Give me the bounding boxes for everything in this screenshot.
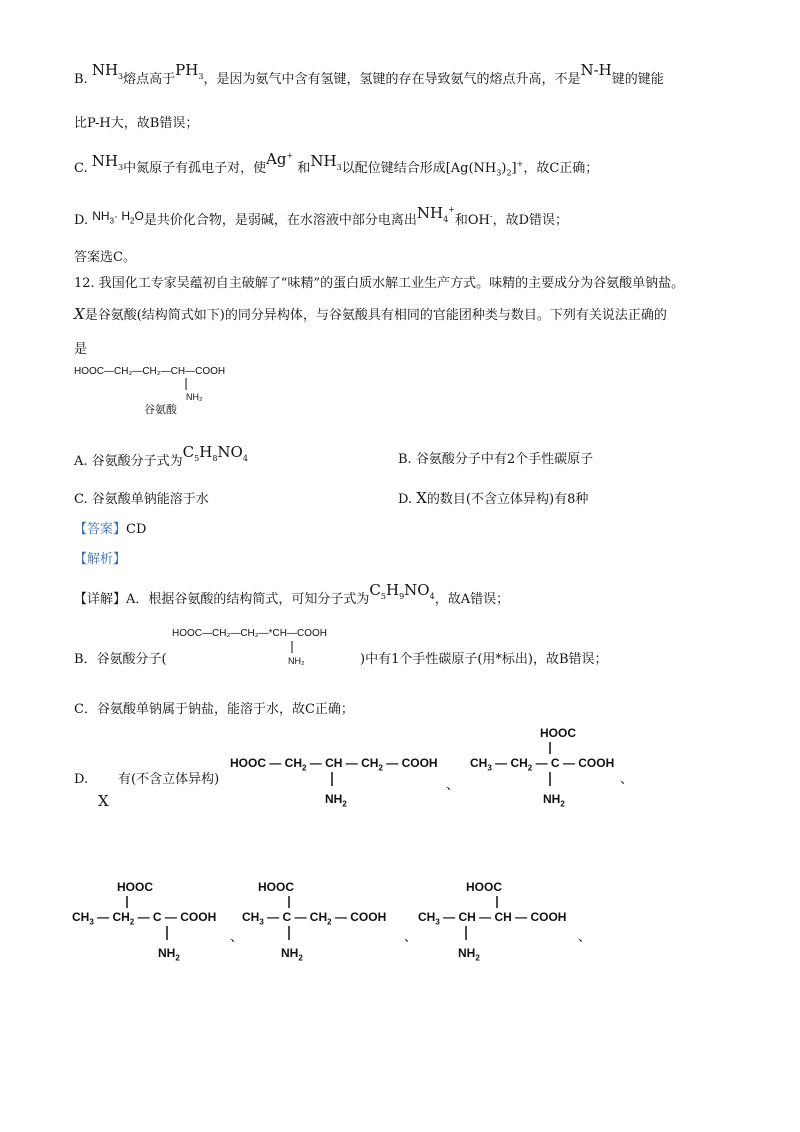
- sep-2: 、: [620, 772, 634, 787]
- q12-line2: X是谷氨酸(结构简式如下)的同分异构体，与谷氨酸具有相同的官能团种类与数目。下列有关说法正确的: [74, 305, 667, 323]
- isomer-4: $CH_3$ — C — $CH_2$ — COOH: [242, 910, 387, 927]
- isomer-3-bond-bottom: [165, 926, 169, 942]
- option-d-prev: D. $NH_3\cdot H_2O$是共价化合物，是弱碱，在水溶液中部分电离出$NH_4^+$和OH-，故D错误；: [74, 204, 568, 228]
- sep-1: 、: [446, 778, 460, 793]
- q12-line1: 12. 我国化工专家吴蕴初自主破解了“味精”的蛋白质水解工业生产方式。味精的主要成分为谷氨酸单钠盐。: [74, 276, 685, 291]
- isomer-2-bond-top: [548, 742, 552, 756]
- detail-b-nh2: NH₂: [288, 656, 305, 666]
- q12-line3: 是: [74, 342, 88, 357]
- option-c: C. 谷氨酸单钠能溶于水: [74, 492, 209, 507]
- isomer-3-nh2: $NH_2$: [158, 946, 180, 963]
- detail-b-struct: HOOC—CH₂—CH₂—*CH—COOH: [172, 628, 327, 639]
- isomer-5: $CH_3$ — CH — CH — COOH: [418, 910, 567, 927]
- sep-4: 、: [404, 930, 418, 945]
- glutamic-acid-caption: 谷氨酸: [144, 403, 177, 416]
- answer-line: 【答案】CD: [74, 522, 147, 537]
- detail-d-x: X: [98, 792, 109, 810]
- detail-d-text: 有(不含立体异构): [118, 772, 220, 787]
- option-b-line1: B. $NH_3$熔点高于$PH_3$，是因为氨气中含有氢键，氢键的存在导致氨气的熔点升高，不是N-H键的键能: [74, 61, 664, 87]
- answer-prev: 答案选C。: [74, 250, 136, 265]
- isomer-2-bond-bottom: [548, 772, 552, 788]
- isomer-4-bond-bottom: [287, 926, 291, 942]
- detail-c: C．谷氨酸单钠属于钠盐，能溶于水，故C正确；: [74, 702, 354, 717]
- isomer-5-bond-bottom: [464, 926, 468, 942]
- isomer-3-bond-top: [125, 896, 129, 910]
- isomer-1: HOOC — $CH_2$ — CH — $CH_2$ — COOH: [230, 756, 438, 773]
- sep-5: 、: [578, 930, 592, 945]
- isomer-3: $CH_3$ — $CH_2$ — C — COOH: [72, 910, 217, 927]
- isomer-4-nh2: $NH_2$: [281, 946, 303, 963]
- isomer-2-top: HOOC: [540, 726, 576, 740]
- detail-b-left: B．谷氨酸分子(: [74, 652, 167, 667]
- isomer-1-bond: [330, 772, 334, 788]
- isomer-2-nh2: $NH_2$: [543, 792, 565, 809]
- isomer-5-top: HOOC: [466, 880, 502, 894]
- sep-3: 、: [230, 930, 244, 945]
- analysis-tag: 【解析】: [74, 552, 127, 567]
- isomer-1-nh2: $NH_2$: [325, 792, 347, 809]
- isomer-2: $CH_3$ — $CH_2$ — C — COOH: [470, 756, 615, 773]
- option-d: D. X的数目(不含立体异构)有8种: [398, 489, 589, 507]
- option-a: A. 谷氨酸分子式为$C_5H_8NO_4$: [74, 443, 248, 469]
- glutamic-acid-nh2: NH₂: [186, 392, 203, 402]
- option-b-line2: 比P-H大，故B错误；: [74, 116, 199, 131]
- option-b: B. 谷氨酸分子中有2个手性碳原子: [398, 452, 594, 467]
- detail-d-label: D.: [74, 772, 89, 787]
- detail-a: 【详解】A．根据谷氨酸的结构简式，可知分子式为$C_5H_9NO_4$，故A错误；: [74, 581, 510, 607]
- glutamic-acid-bond: [184, 378, 188, 392]
- glutamic-acid-formula: HOOC—CH₂—CH₂—CH—COOH: [74, 366, 226, 377]
- detail-b-right: )中有1个手性碳原子(用*标出)，故B错误；: [360, 652, 608, 667]
- isomer-5-bond-top: [495, 896, 499, 910]
- detail-b-bond: [290, 641, 294, 655]
- isomer-5-nh2: $NH_2$: [458, 946, 480, 963]
- isomer-3-top: HOOC: [117, 880, 153, 894]
- option-c-prev: C. $NH_3$中氮原子有孤电子对，使Ag+ 和$NH_3$以配位键结合形成$[Ag(NH_3)_2]^+$，故C正确；: [74, 150, 599, 178]
- isomer-4-top: HOOC: [258, 880, 294, 894]
- isomer-4-bond-top: [287, 896, 291, 910]
